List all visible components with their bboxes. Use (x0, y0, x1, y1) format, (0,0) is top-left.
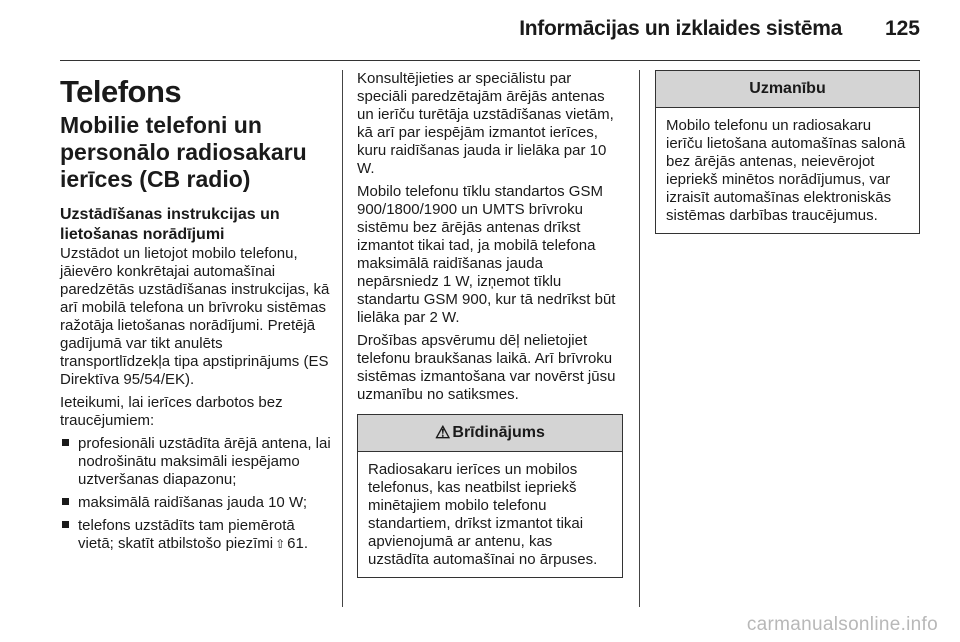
page-number: 125 (884, 17, 920, 40)
page-reference-link[interactable]: 61. (287, 535, 309, 552)
consult-paragraph: Konsultējieties ar speciālistu par speciāli paredzētajām ārējās antenas un ierīču turētāja uzstādīšanas vietām, kā arī par iespējām izmantot ierīces, kuru raidīšanas jauda ir lielāka par 10 W. (357, 70, 614, 177)
warning-text: Radiosakaru ierīces un mobilos telefonus, kas neatbilst iepriekš minētajiem mobilo telefonu standartiem, drīkst izmantot tikai apvienojumā ar antenu, kas uzstādīta automašīnai no ārpuses. (368, 461, 598, 568)
left-column (60, 70, 332, 558)
recommendations-list (60, 435, 332, 553)
warning-title: Brīdinājums (452, 424, 545, 441)
warning-header (358, 415, 622, 452)
warning-box (357, 414, 623, 578)
caution-title: Uzmanību (749, 80, 826, 97)
list-item (60, 435, 332, 489)
right-column (655, 70, 920, 234)
list-item-text: telefons uzstādīts tam piemērotā vietā; skatīt atbilstošo piezīmi (78, 517, 295, 552)
column-divider (342, 70, 343, 607)
caution-text: Mobilo telefonu un radiosakaru ierīču lietošana automašīnas salonā bez ārējās antenas, neievērojot iepriekš minētos norādījumus, var izraisīt automašīnas elektroniskās sistēmas darbības traucējumus. (666, 117, 906, 224)
header-title: Informācijas un izklaides sistēma (519, 17, 842, 40)
list-item-text: maksimālā raidīšanas jauda 10 W; (78, 494, 307, 511)
warning-body (358, 452, 622, 577)
caution-header (656, 71, 919, 108)
intro-paragraph: Uzstādot un lietojot mobilo telefonu, jāievēro konkrētajai automašīnai paredzētās uzstādīšanas instrukcijas, kā arī mobilā telefona un brīvroku sistēmas ražotāja lietošanas norādījumi. Pretējā gadījumā var tikt anulēts transportlīdzekļa tipa apstiprinājums (ES Direktīva 95/54/EK). (60, 245, 330, 388)
warning-triangle-icon: ⚠ (435, 423, 451, 442)
caution-body (656, 108, 919, 233)
bullet-icon (62, 498, 69, 505)
subsection-title: Mobilie telefoni un personālo radiosakaru ierīces (CB radio) (60, 112, 307, 192)
bullet-icon (62, 521, 69, 528)
list-item (60, 517, 332, 553)
safety-paragraph: Drošības apsvērumu dēļ nelietojiet telefonu braukšanas laikā. Arī brīvroku sistēmas izmantošana var novērst jūsu uzmanību no satiksmes. (357, 332, 616, 403)
watermark: carmanualsonline.info (746, 614, 938, 635)
column-divider (639, 70, 640, 607)
gsm-paragraph: Mobilo telefonu tīklu standartos GSM 900/1800/1900 un UMTS brīvroku sistēmu bez ārējās antenas drīkst izmantot tikai tad, ja mobilā telefona maksimālā raidīšanas jauda nepārsniedz 1 W, izņemot tīklu standartu GSM 900, kur tā nedrīkst būt lielāka par 2 W. (357, 183, 616, 326)
bullet-icon (62, 439, 69, 446)
caution-box (655, 70, 920, 234)
list-item (60, 494, 332, 512)
middle-column (357, 70, 623, 578)
section-title: Telefons (60, 74, 182, 109)
page-header (60, 0, 920, 61)
page-reference-arrow-icon: ⇧ (275, 537, 286, 551)
instructions-heading: Uzstādīšanas instrukcijas un lietošanas norādījumi (60, 206, 280, 243)
list-item-text: profesionāli uzstādīta ārējā antena, lai nodrošinātu maksimāli iespējamo uztveršanas diapazonu; (78, 435, 331, 488)
recommendations-paragraph: Ieteikumi, lai ierīces darbotos bez traucējumiem: (60, 394, 283, 429)
